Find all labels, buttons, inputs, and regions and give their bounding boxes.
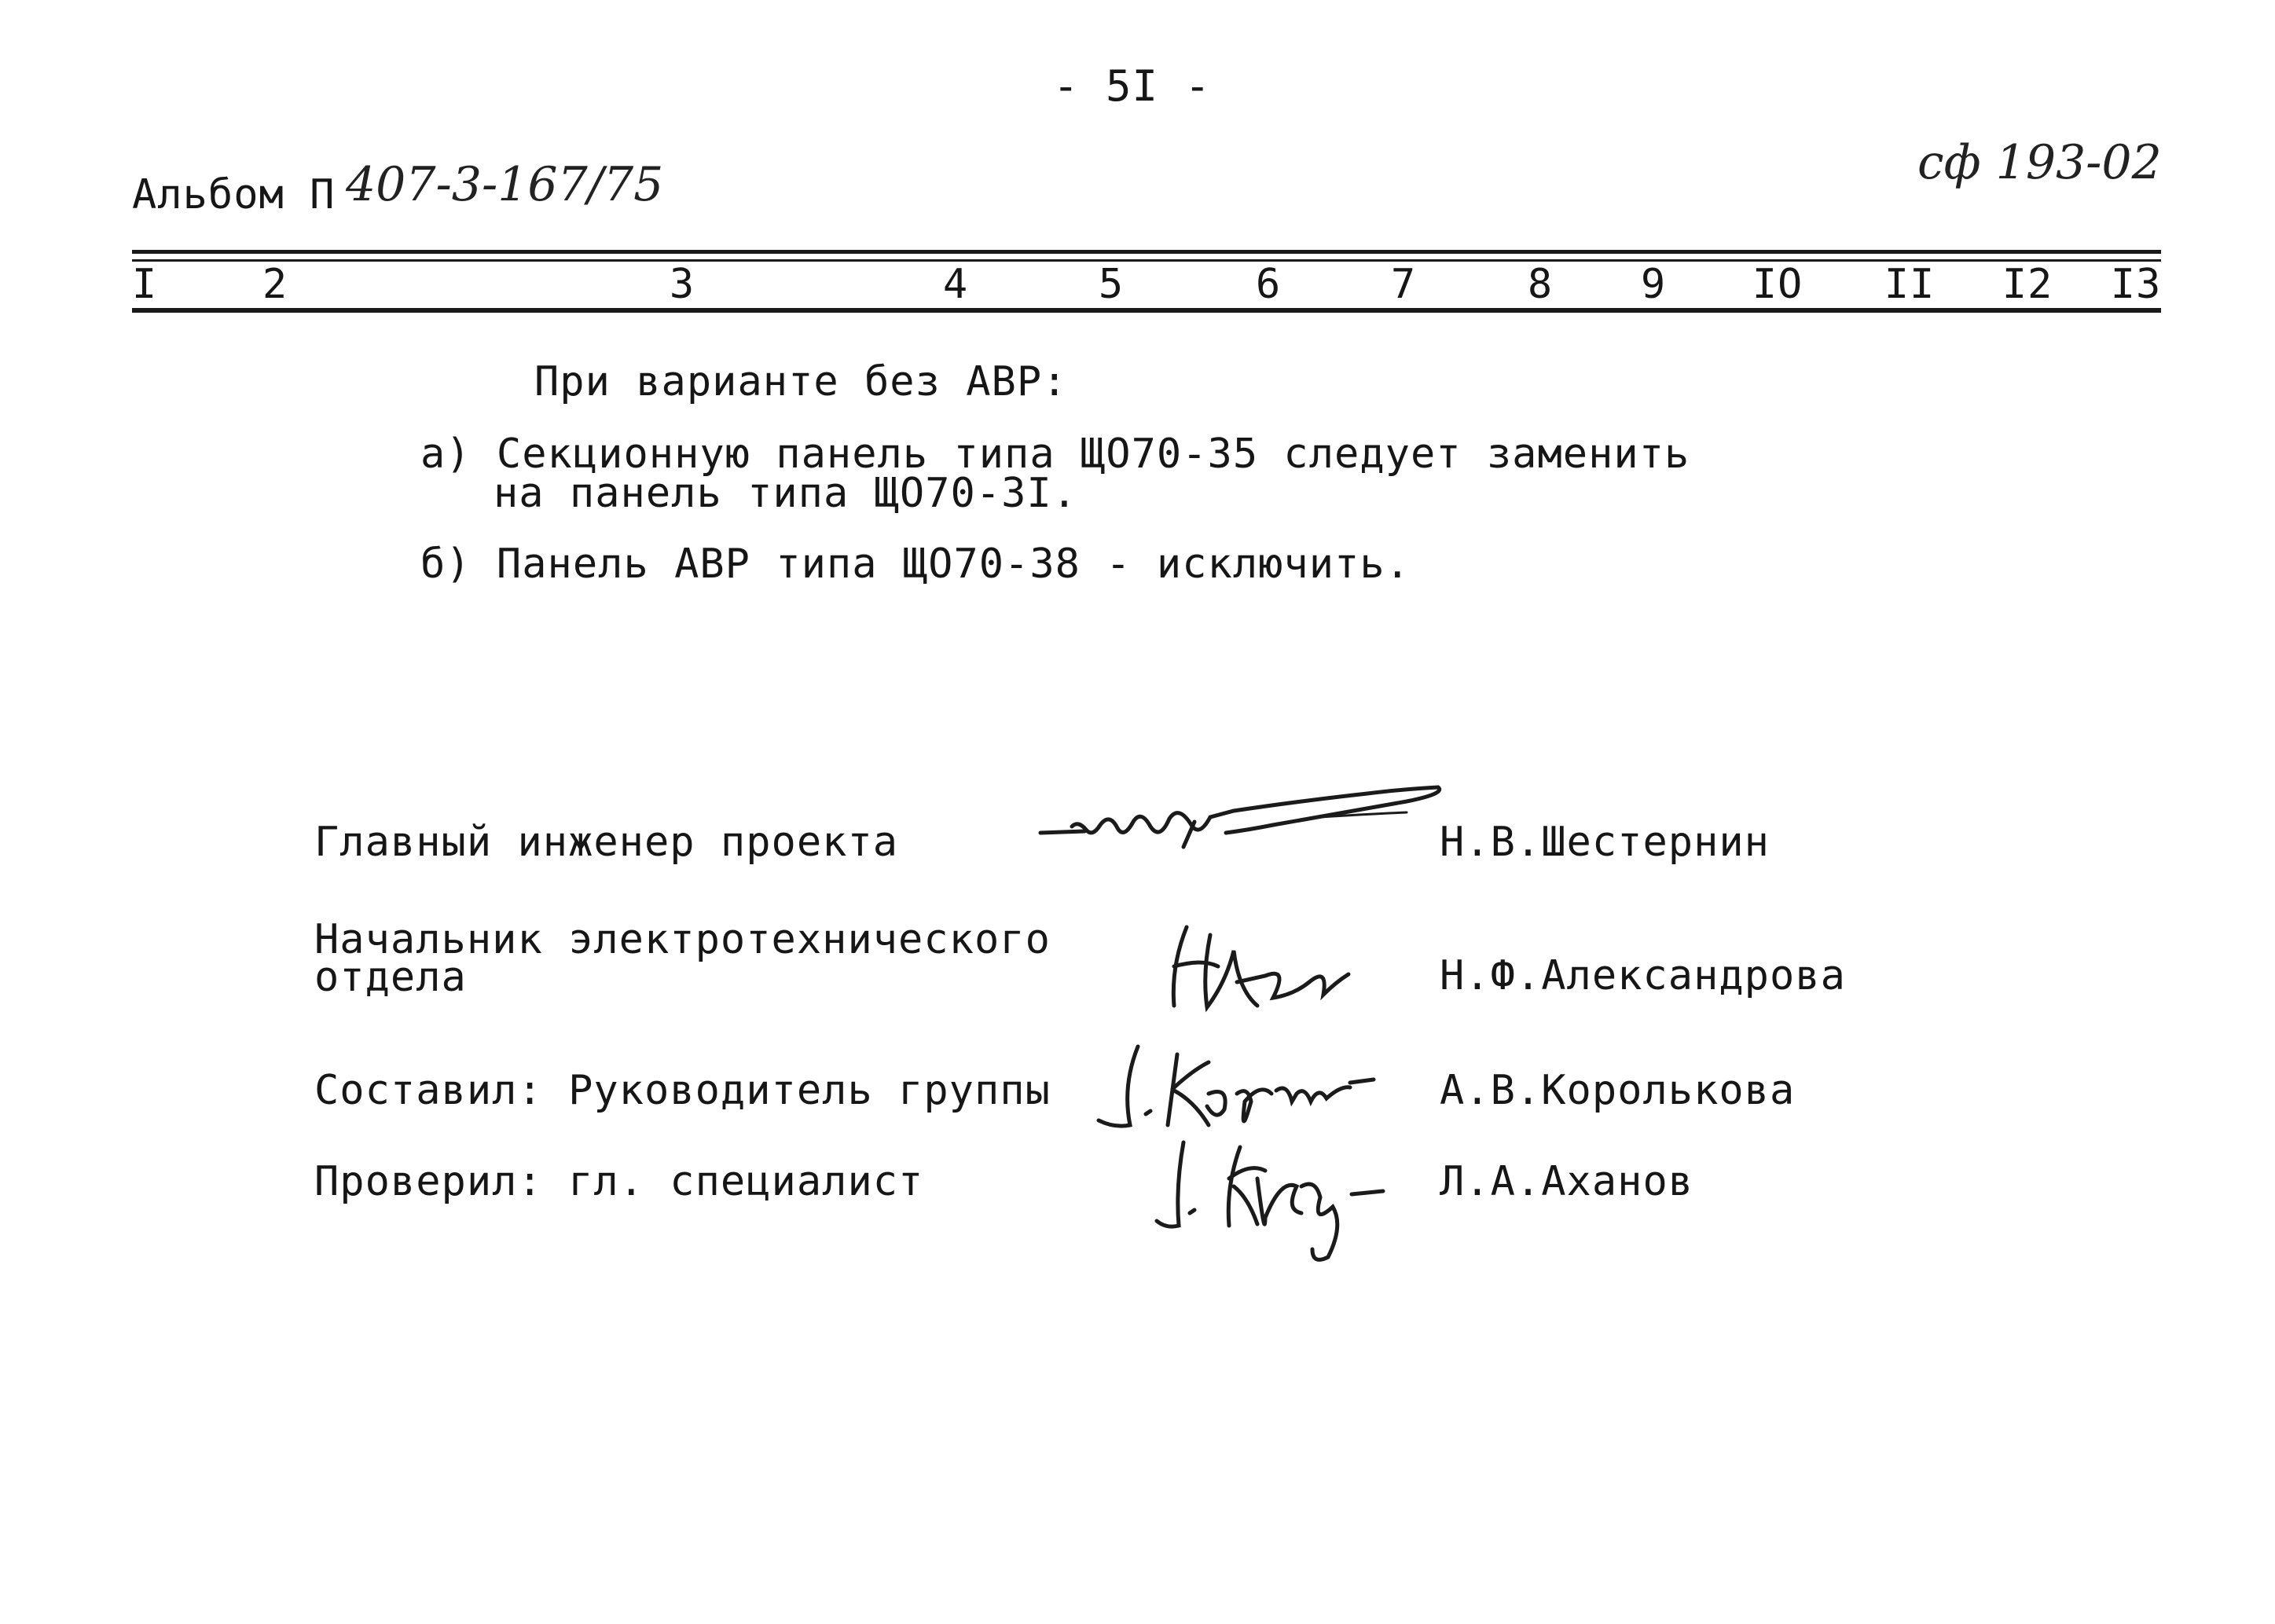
signature-handwritten bbox=[1091, 1039, 1389, 1144]
column-number: 5 bbox=[1098, 261, 1125, 308]
note-item-a-continued: на панель типа ЩО70-3I. bbox=[494, 470, 1078, 517]
album-label: Альбом П bbox=[132, 171, 336, 218]
column-number: 9 bbox=[1640, 261, 1667, 308]
archive-code: сф 193-02 bbox=[1917, 135, 2162, 190]
signature-handwritten bbox=[1155, 919, 1375, 1025]
signature-handwritten bbox=[1037, 770, 1446, 860]
signature-role: Составил: Руководитель группы bbox=[314, 1067, 1051, 1114]
signature-name: Н.В.Шестернин bbox=[1440, 819, 1770, 866]
signature-role-continued: отдела bbox=[314, 954, 467, 1001]
note-item-b: б) Панель АВР типа ЩО70-38 - исключить. bbox=[420, 541, 1411, 588]
signature-name: А.В.Королькова bbox=[1440, 1067, 1796, 1114]
column-number: I2 bbox=[2002, 261, 2053, 308]
signature-role: Главный инженер проекта bbox=[314, 819, 899, 866]
table-top-rule bbox=[132, 250, 2161, 254]
column-number: I3 bbox=[2110, 261, 2162, 308]
column-number: 4 bbox=[942, 261, 969, 308]
table-top-rule-inner bbox=[132, 259, 2161, 262]
signature-name: Н.Ф.Александрова bbox=[1440, 952, 1846, 999]
signature-handwritten bbox=[1147, 1131, 1399, 1276]
page-number: - 5I - bbox=[1053, 61, 1212, 111]
column-number: 8 bbox=[1527, 261, 1554, 308]
signature-role: Проверил: гл. специалист bbox=[314, 1158, 924, 1205]
album-code: 407-3-167/75 bbox=[346, 157, 664, 212]
notes-heading: При варианте без АВР: bbox=[534, 358, 1068, 405]
signature-role: Начальник электротехнического bbox=[314, 916, 1051, 963]
table-bottom-rule bbox=[132, 308, 2161, 313]
column-number: 6 bbox=[1255, 261, 1282, 308]
column-number: 3 bbox=[669, 261, 695, 308]
note-item-a: а) Секционную панель типа ЩО70-35 следует заменить bbox=[420, 431, 1690, 478]
column-number: 2 bbox=[262, 261, 288, 308]
column-number: IO bbox=[1752, 261, 1803, 308]
column-number: I bbox=[131, 261, 158, 308]
column-number: 7 bbox=[1390, 261, 1417, 308]
column-number: II bbox=[1884, 261, 1936, 308]
signature-name: Л.А.Аханов bbox=[1440, 1158, 1694, 1205]
